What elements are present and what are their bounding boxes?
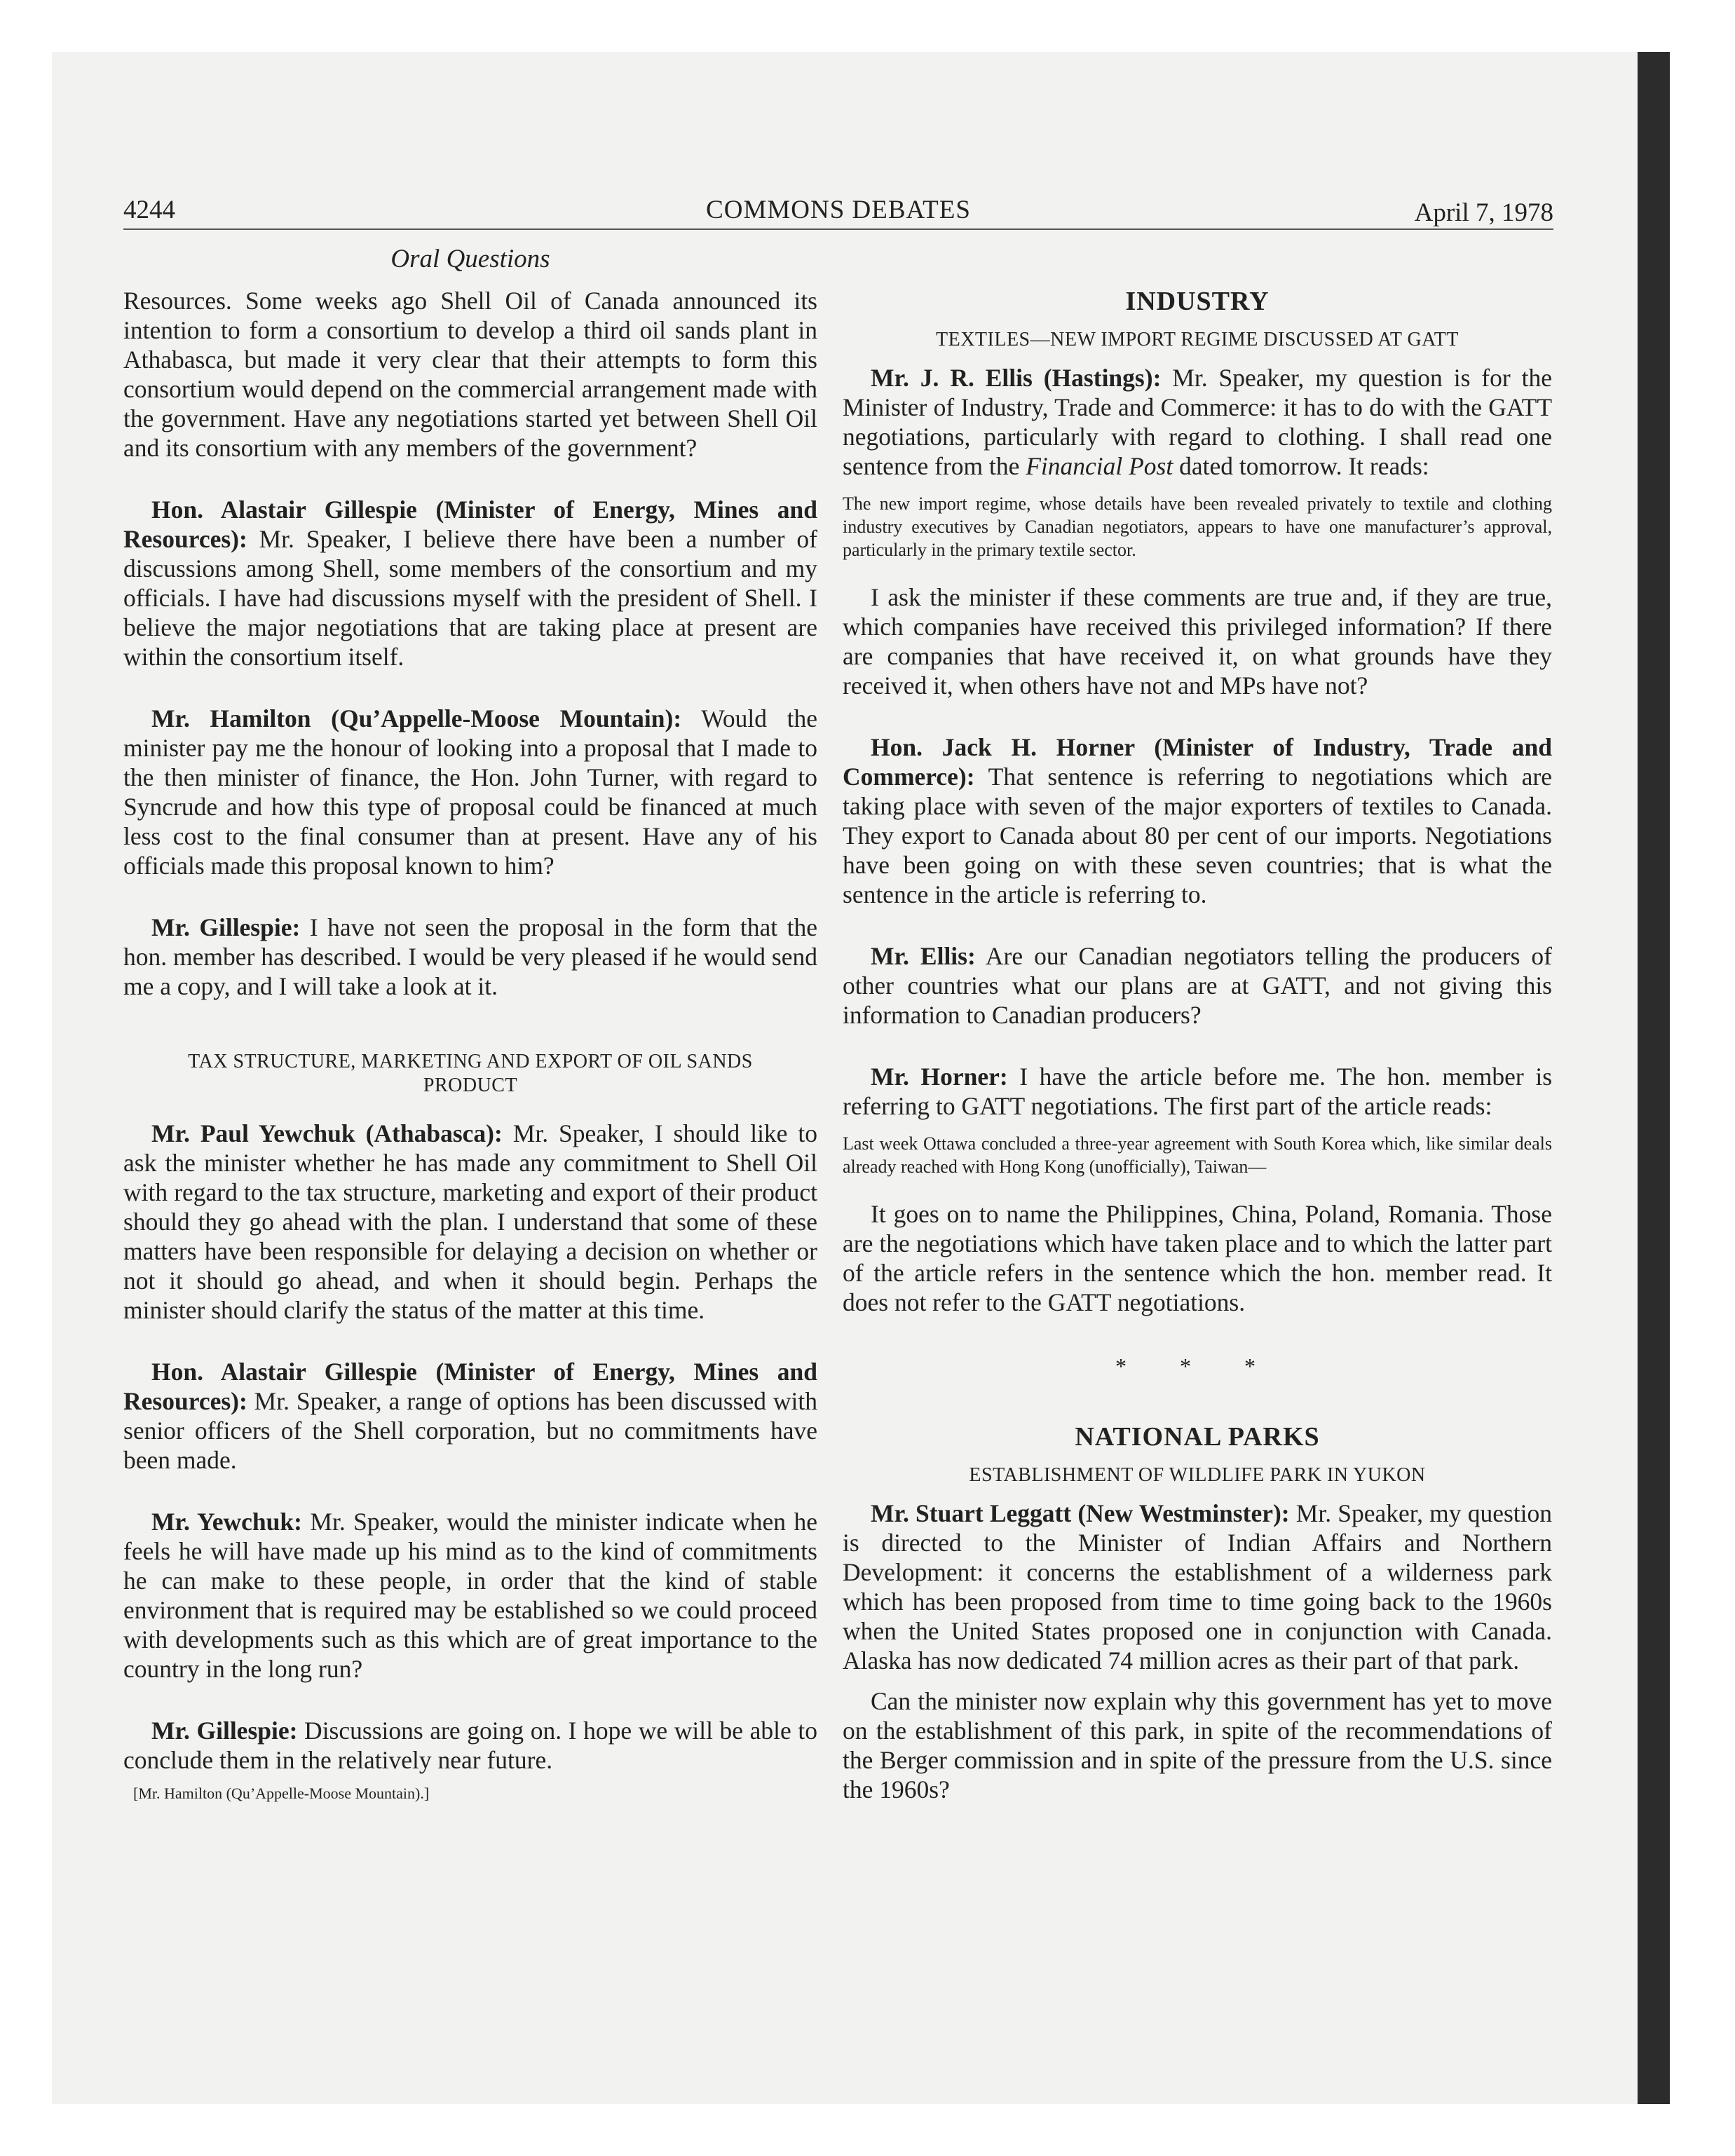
footnote: [Mr. Hamilton (Qu’Appelle-Moose Mountain).] <box>133 1785 430 1802</box>
paragraph: It goes on to name the Philippines, China, Poland, Romania. Those are the negotiations which have taken place and to which the latter part of the article refers in the sentence which the hon. member read. It does not refer to the GATT negotiations. <box>843 1200 1552 1316</box>
paragraph: Resources. Some weeks ago Shell Oil of Canada announced its intention to form a consortium to develop a third oil sands plant in Athabasca, but made it very clear that their attempts to form this consortium would depend on the commercial arrangement made with the government. Have any negotiations started yet between Shell Oil and its consortium with any members of the government? <box>123 287 817 462</box>
paragraph <box>123 1119 817 1325</box>
speech-text: Mr. Speaker, I should like to ask the minister whether he has made any commitment to Shell Oil with regard to the tax structure, marketing and export of their product should they go ahead with the plan. I understand that some of these matters have been responsible for delaying a decision on whether or not it should go ahead, and when it should begin. Perhaps the minister should clarify the status of the matter at this time. <box>123 1119 818 1324</box>
paragraph <box>843 363 1552 481</box>
speaker-name: Hon. Alastair Gillespie (Minister of Energy, Mines and Resources): <box>123 496 817 553</box>
paragraph <box>123 1716 817 1775</box>
speaker-name: Mr. Gillespie: <box>151 1717 298 1745</box>
right-column <box>843 286 1552 1804</box>
scan-edge-shadow <box>1638 52 1670 2104</box>
running-head: Oral Questions <box>390 245 550 273</box>
speaker-name: Mr. Paul Yewchuk (Athabasca): <box>151 1119 503 1147</box>
block-quote: The new import regime, whose details have been revealed privately to textile and clothing industry executives by Canadian negotiators, appears to have one manufacturer’s approval, particularly in the primary textile sector. <box>843 493 1552 560</box>
speech-text: Mr. Speaker, my question is directed to the Minister of Indian Affairs and Northern Development: it concerns the establishment of a wilderness park which has been proposed from time to time going back to the 1960s when the United States proposed one in conjunction with Canada. Alaska has now dedicated 74 million acres as their part of that park. <box>843 1499 1552 1674</box>
section-subheading: TAX STRUCTURE, MARKETING AND EXPORT OF OIL SANDS PRODUCT <box>188 1051 753 1096</box>
paragraph <box>843 1062 1552 1121</box>
paragraph <box>843 1499 1552 1675</box>
paragraph <box>123 704 817 880</box>
speech-text: I have the article before me. The hon. member is referring to GATT negotiations. The first part of the article reads: <box>843 1063 1553 1120</box>
speech-text: Mr. Speaker, a range of options has been discussed with senior officers of the Shell corporation, but no commitments have been made. <box>123 1387 817 1474</box>
section-subheading: ESTABLISHMENT OF WILDLIFE PARK IN YUKON <box>969 1464 1426 1486</box>
block-quote: Last week Ottawa concluded a three-year agreement with South Korea which, like similar deals already reached with Hong Kong (unofficially), Taiwan— <box>843 1133 1552 1177</box>
paragraph: I ask the minister if these comments are true and, if they are true, which companies have received this privileged information? If there are companies that have received it, on what grounds have they received it, when others have not and MPs have not? <box>843 583 1552 700</box>
page-date: April 7, 1978 <box>1414 198 1553 227</box>
section-heading-industry: INDUSTRY <box>1125 287 1270 316</box>
speaker-name: Mr. Ellis: <box>871 942 976 970</box>
paragraph <box>123 1507 817 1684</box>
section-subheading: TEXTILES—NEW IMPORT REGIME DISCUSSED AT GATT <box>935 329 1459 350</box>
speech-text: Mr. Speaker, I believe there have been a number of discussions among Shell, some members of the consortium and my officials. I have had discussions myself with the president of Shell. I believe the major negotiations that are taking place at present are within the consortium itself. <box>123 525 817 671</box>
speaker-name: Mr. J. R. Ellis (Hastings): <box>871 364 1162 392</box>
paragraph <box>843 732 1552 909</box>
speech-text: dated tomorrow. It reads: <box>1173 452 1429 480</box>
speech-text: That sentence is referring to negotiations which are taking place with seven of the major exporters of textiles to Canada. They export to Canada about 80 per cent of our imports. Negotiations have been going on with these seven countries; that is what the sentence in the article is referring to. <box>843 763 1552 908</box>
publication-title: COMMONS DEBATES <box>706 196 971 224</box>
speaker-name: Hon. Alastair Gillespie (Minister of Energy, Mines and Resources): <box>123 1358 817 1415</box>
left-column <box>123 286 817 1803</box>
section-separator: * * * <box>1115 1353 1279 1379</box>
speech-text: I have not seen the proposal in the form that the hon. member has described. I would be very pleased if he would send me a copy, and I will take a look at it. <box>123 913 817 1000</box>
speaker-name: Mr. Stuart Leggatt (New Westminster): <box>871 1499 1290 1527</box>
speech-text: Mr. Speaker, would the minister indicate when he feels he will have made up his mind as to the kind of commitments he can make to these people, in order that the kind of stable environment that is required may be established so we could proceed with developments such as this which are of great importance to the country in the long run? <box>123 1508 817 1683</box>
page-number: 4244 <box>123 196 175 224</box>
paragraph <box>123 1357 817 1475</box>
speech-text: Discussions are going on. I hope we will be able to conclude them in the relatively near future. <box>123 1717 817 1774</box>
paragraph: Can the minister now explain why this government has yet to move on the establishment of this park, in spite of the recommendations of the Berger commission and in spite of the pressure from the U.S. since the 1960s? <box>843 1687 1552 1803</box>
section-heading-national-parks: NATIONAL PARKS <box>1075 1422 1320 1452</box>
speaker-name: Mr. Gillespie: <box>151 913 301 941</box>
speech-text: Are our Canadian negotiators telling the producers of other countries what our plans are at GATT, and not giving this information to Canadian producers? <box>843 942 1552 1029</box>
speaker-name: Mr. Yewchuk: <box>151 1508 302 1536</box>
speaker-name: Mr. Horner: <box>871 1063 1008 1091</box>
speech-text: Would the minister pay me the honour of looking into a proposal that I made to the then minister of finance, the Hon. John Turner, with regard to Syncrude and how this type of proposal could be financed at much less cost to the final consumer than at present. Have any of his officials made this proposal known to him? <box>123 704 817 880</box>
paragraph <box>123 495 817 671</box>
header-rule <box>123 228 1553 230</box>
paragraph <box>843 941 1552 1030</box>
publication-reference: Financial Post <box>1026 452 1173 480</box>
page-header <box>123 195 1553 230</box>
speech-text: Mr. Speaker, my question is for the Minister of Industry, Trade and Commerce: it has to do with the GATT negotiations, particularly with regard to clothing. I shall read one sentence from the <box>843 364 1552 480</box>
paragraph <box>123 913 817 1001</box>
speaker-name: Mr. Hamilton (Qu’Appelle-Moose Mountain): <box>151 704 682 732</box>
speaker-name: Hon. Jack H. Horner (Minister of Industry, Trade and Commerce): <box>843 733 1552 791</box>
